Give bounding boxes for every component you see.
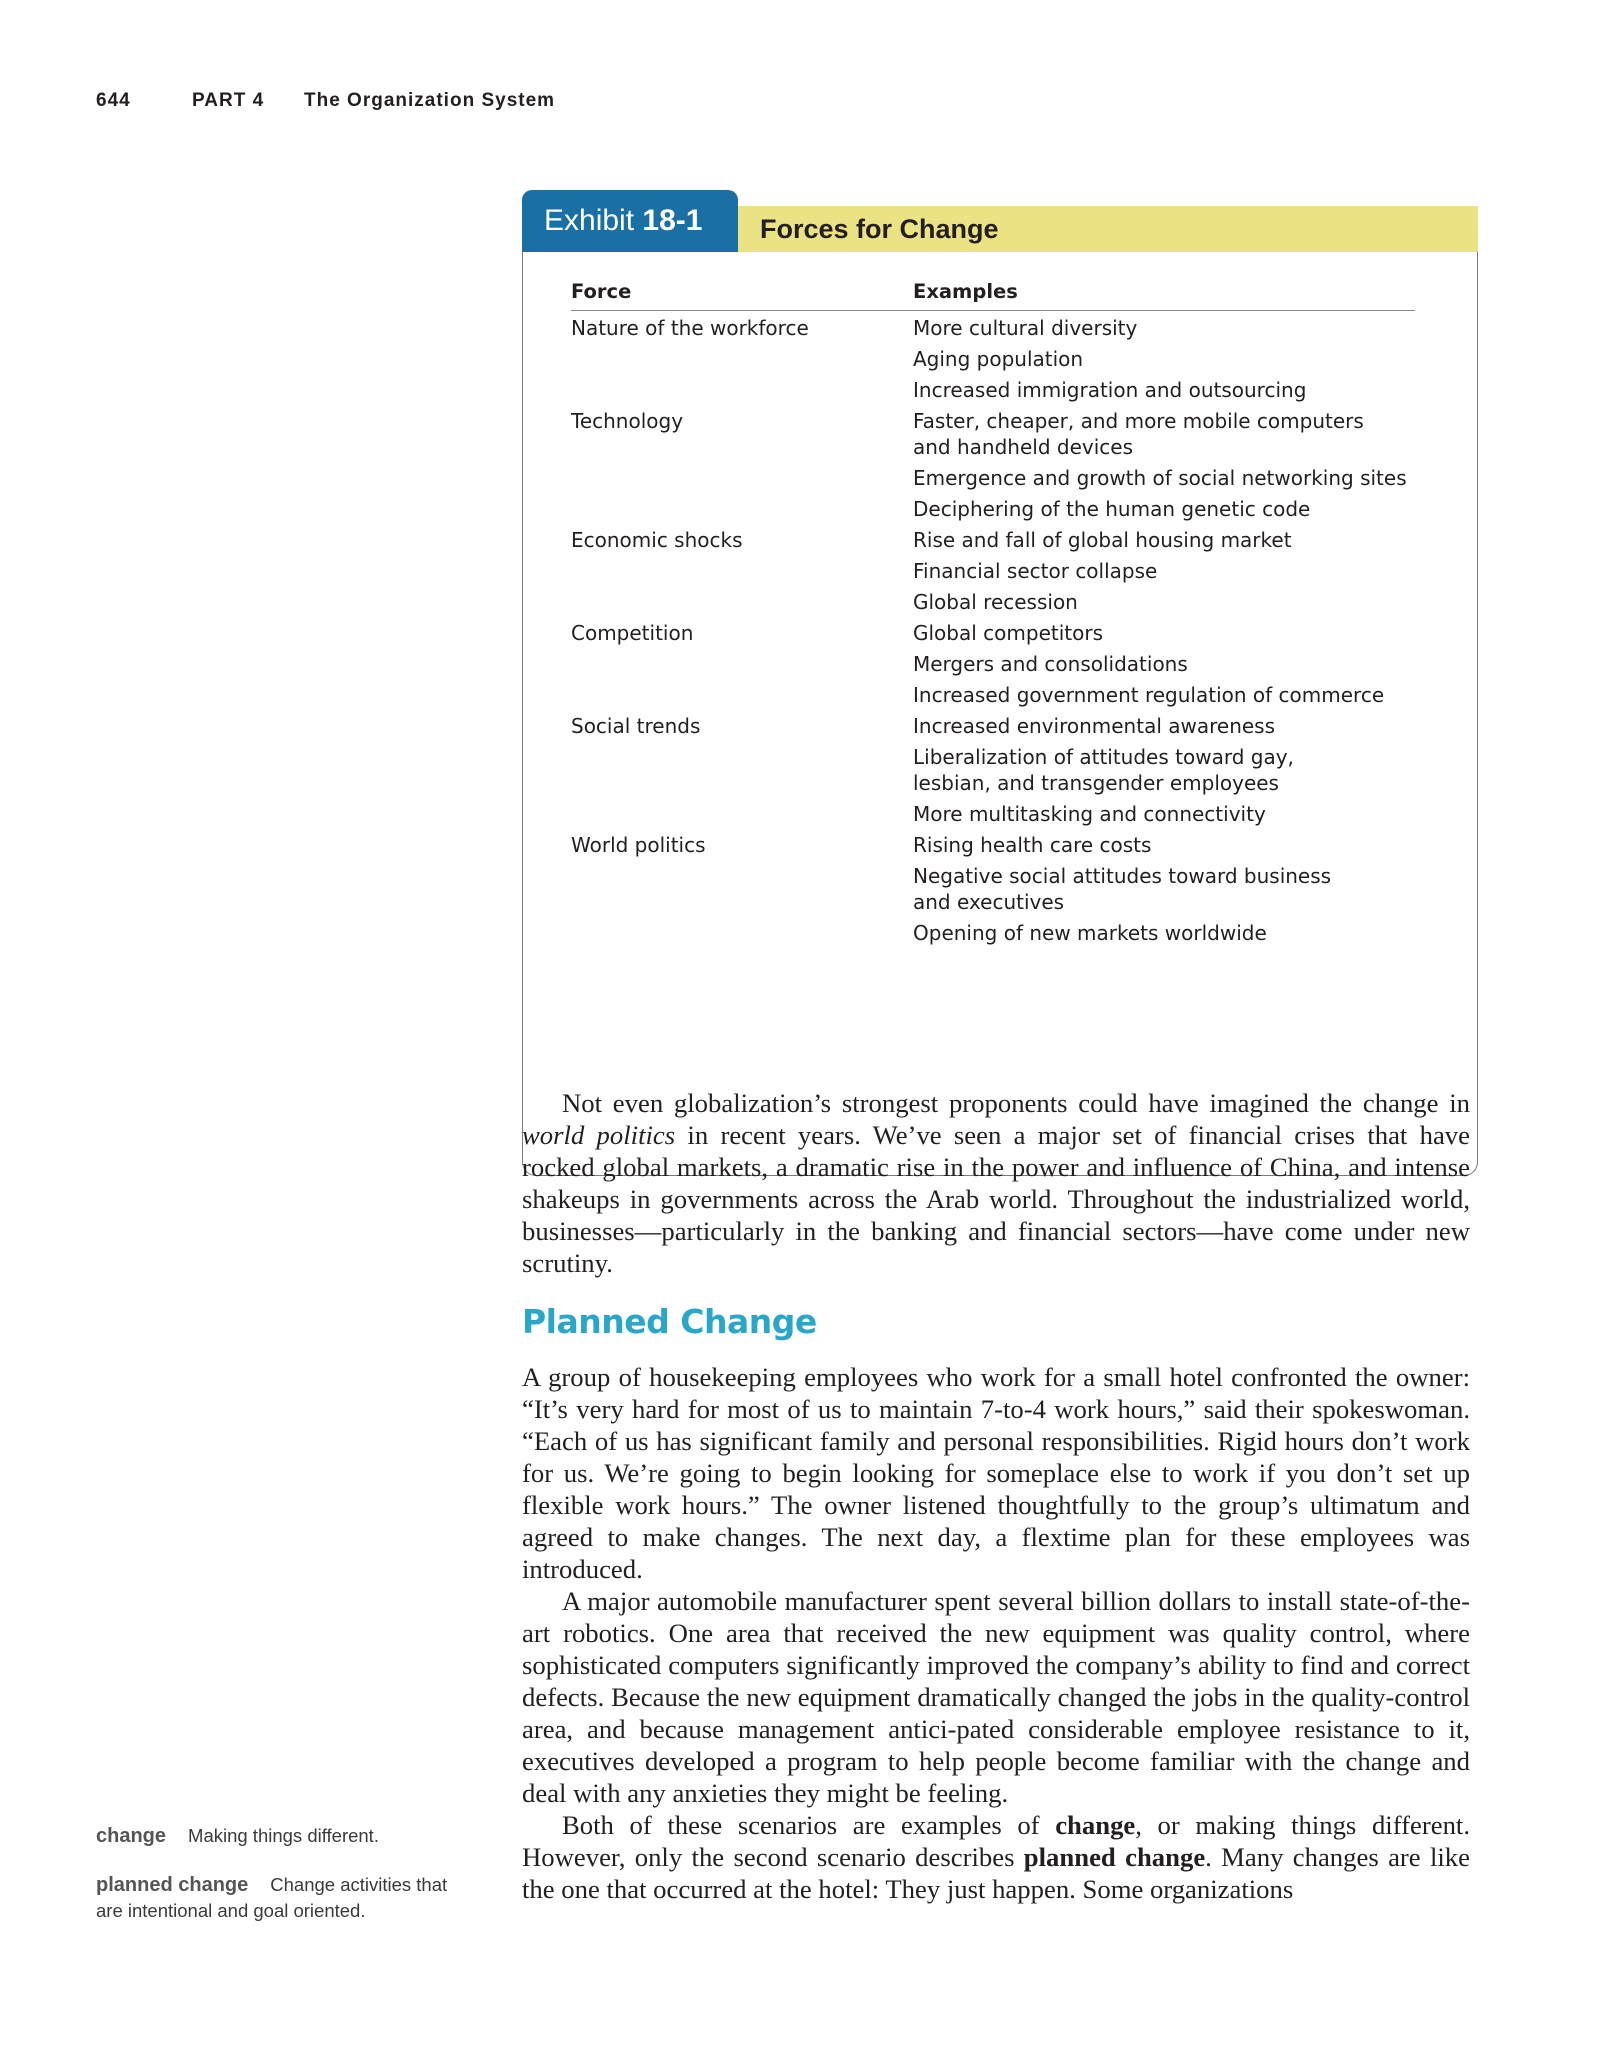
- table-row: [571, 620, 1415, 713]
- example-item: Faster, cheaper, and more mobile computers and handheld devices: [913, 409, 1364, 459]
- paragraph: A group of housekeeping employees who work for a small hotel confronted the owner: “It’s very hard for most of us to maintain 7-to-4 work hours,” said their spokeswoman. “Each of us has significant family and personal responsibilities. Rigid hours don’t work for us. We’re going to begin looking for someplace else to work if you don’t set up flexible work hours.” The owner listened thoughtfully to the group’s ultimatum and agreed to make changes. The next day, a flextime plan for these employees was introduced.: [522, 1362, 1470, 1584]
- part-title: The Organization System: [304, 90, 556, 111]
- force-cell: World politics: [571, 833, 706, 857]
- examples-cell: [913, 620, 1415, 713]
- example-item: Aging population: [913, 347, 1084, 371]
- example-item: Rising health care costs: [913, 833, 1152, 857]
- table-body: [571, 315, 1415, 951]
- example-item: Increased environmental awareness: [913, 714, 1276, 738]
- example-item: Global recession: [913, 590, 1078, 614]
- exhibit-number: 18-1: [642, 204, 703, 237]
- key-term-planned-change: planned change: [1023, 1842, 1206, 1872]
- examples-cell: [913, 713, 1415, 832]
- part-label: PART 4: [192, 90, 265, 111]
- force-cell: Nature of the workforce: [571, 316, 809, 340]
- examples-cell: [913, 527, 1415, 620]
- table-row: [571, 832, 1415, 951]
- section-body: [522, 1361, 1470, 1905]
- table-row: [571, 527, 1415, 620]
- exhibit-tab: [522, 190, 738, 252]
- example-item: Deciphering of the human genetic code: [913, 497, 1311, 521]
- header-force: Force: [571, 280, 632, 303]
- example-item: Negative social attitudes toward business and executives: [913, 864, 1332, 914]
- key-term-change: change: [1055, 1810, 1136, 1840]
- running-head: [96, 90, 555, 112]
- glossary-entry: [96, 1823, 466, 1849]
- intro-text: [522, 1087, 1470, 1279]
- glossary-definition: Change activities that are intentional and goal oriented.: [96, 1874, 448, 1921]
- table-row: [571, 315, 1415, 408]
- glossary-definition: Making things different.: [188, 1825, 379, 1846]
- glossary-entry: [96, 1872, 466, 1923]
- paragraph: Both of these scenarios are examples of change, or making things different. However, only the second scenario describes planned change. Many changes are like the one that occurred at the hotel: They just happen. Some organizations: [522, 1810, 1470, 1904]
- example-item: Global competitors: [913, 621, 1103, 645]
- exhibit-box: [522, 252, 1478, 1176]
- force-cell: Technology: [571, 409, 684, 433]
- force-cell: Economic shocks: [571, 528, 743, 552]
- example-item: Mergers and consolidations: [913, 652, 1188, 676]
- header-examples: Examples: [913, 280, 1018, 303]
- example-item: Opening of new markets worldwide: [913, 921, 1267, 945]
- example-item: Financial sector collapse: [913, 559, 1158, 583]
- example-item: Emergence and growth of social networking sites: [913, 466, 1407, 490]
- example-item: Increased immigration and outsourcing: [913, 378, 1307, 402]
- example-item: Rise and fall of global housing market: [913, 528, 1292, 552]
- exhibit-title: Forces for Change: [738, 206, 1478, 252]
- force-cell: Social trends: [571, 714, 701, 738]
- intro-paragraph: Not even globalization’s strongest proponents could have imagined the change in world politics in recent years. We’ve seen a major set of financial crises that have rocked global markets, a dramatic rise in the power and influence of China, and intense shakeups in governments across the Arab world. Throughout the industrialized world, businesses—particularly in the banking and financial sectors—have come under new scrutiny.: [522, 1088, 1470, 1278]
- forces-table: [571, 280, 1415, 951]
- exhibit-label: Exhibit: [544, 204, 635, 237]
- examples-cell: [913, 408, 1415, 527]
- examples-cell: [913, 832, 1415, 951]
- table-row: [571, 408, 1415, 527]
- section-heading: Planned Change: [522, 1302, 817, 1341]
- example-item: Increased government regulation of commerce: [913, 683, 1385, 707]
- table-header: [571, 280, 1415, 311]
- emphasis-world-politics: world politics: [522, 1120, 676, 1150]
- example-item: More cultural diversity: [913, 316, 1138, 340]
- paragraph: A major automobile manufacturer spent several billion dollars to install state-of-the-art robotics. One area that received the new equipment was quality control, where sophisticated computers significantly improved the company’s ability to find and correct defects. Because the new equipment dramatically changed the jobs in the quality-control area, and because management antici-pated considerable employee resistance to it, executives developed a program to help people become familiar with the change and deal with any anxieties they might be feeling.: [522, 1586, 1470, 1808]
- glossary-term: change: [96, 1825, 167, 1847]
- page-number: 644: [96, 90, 131, 111]
- examples-cell: [913, 315, 1415, 408]
- table-row: [571, 713, 1415, 832]
- force-cell: Competition: [571, 621, 694, 645]
- example-item: More multitasking and connectivity: [913, 802, 1266, 826]
- glossary-term: planned change: [96, 1874, 249, 1896]
- example-item: Liberalization of attitudes toward gay, lesbian, and transgender employees: [913, 745, 1294, 795]
